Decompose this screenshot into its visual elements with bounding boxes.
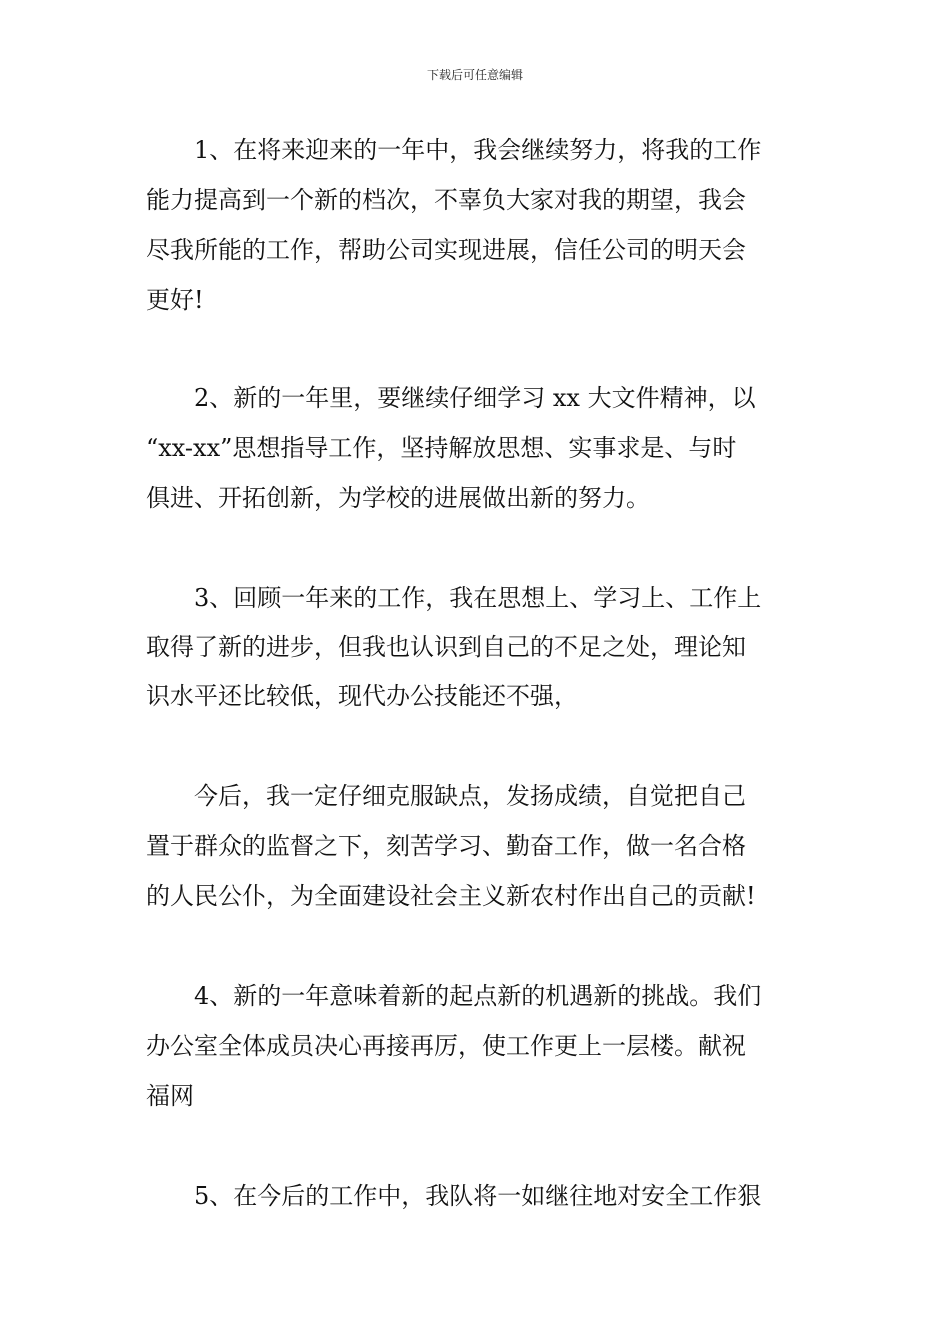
- paragraph-2-line-1: 2、新的一年里，要继续仔细学习 xx 大文件精神，以: [194, 384, 756, 412]
- paragraph-2-line-2: “xx-xx”思想指导工作，坚持解放思想、实事求是、与时: [146, 434, 737, 462]
- paragraph-5-line-2: 办公室全体成员决心再接再厉，使工作更上一层楼。献祝: [146, 1032, 746, 1060]
- header-note: 下载后可任意编辑: [426, 68, 523, 82]
- paragraph-4-line-1: 今后，我一定仔细克服缺点，发扬成绩，自觉把自己: [194, 782, 746, 810]
- paragraph-1-line-2: 能力提高到一个新的档次，不辜负大家对我的期望，我会: [146, 186, 746, 214]
- paragraph-5-line-3: 福网: [146, 1082, 194, 1110]
- paragraph-5-line-1: 4、新的一年意味着新的起点新的机遇新的挑战。我们: [194, 982, 762, 1010]
- paragraph-4-line-3: 的人民公仆，为全面建设社会主义新农村作出自己的贡献!: [146, 882, 756, 910]
- paragraph-3-line-1: 3、回顾一年来的工作，我在思想上、学习上、工作上: [194, 584, 762, 612]
- paragraph-3-line-3: 识水平还比较低，现代办公技能还不强，: [146, 682, 578, 710]
- paragraph-1-line-1: 1、在将来迎来的一年中，我会继续努力，将我的工作: [194, 136, 762, 164]
- paragraph-1-line-4: 更好!: [146, 286, 204, 314]
- paragraph-6-line-1: 5、在今后的工作中，我队将一如继往地对安全工作狠: [194, 1182, 762, 1210]
- paragraph-3-line-2: 取得了新的进步，但我也认识到自己的不足之处，理论知: [146, 633, 746, 661]
- paragraph-4-line-2: 置于群众的监督之下，刻苦学习、勤奋工作，做一名合格: [146, 832, 746, 860]
- paragraph-2-line-3: 俱进、开拓创新，为学校的进展做出新的努力。: [146, 484, 650, 512]
- paragraph-1-line-3: 尽我所能的工作，帮助公司实现进展，信任公司的明天会: [146, 236, 746, 264]
